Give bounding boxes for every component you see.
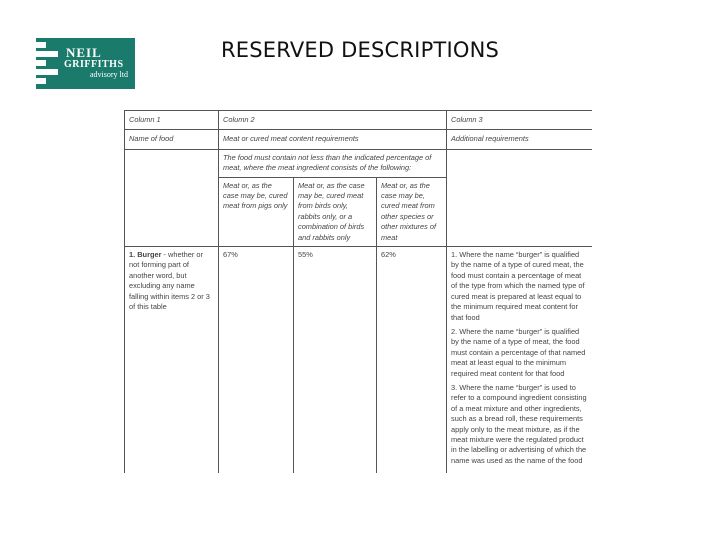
food-name-cell <box>125 247 219 474</box>
empty-cell <box>447 149 593 246</box>
logo-line-1: NEIL <box>66 45 102 60</box>
food-name-rest: - whether or not forming part of another word, but excluding any name falling within items 2 or 3 of this table <box>129 250 210 312</box>
empty-cell <box>125 149 219 246</box>
subcolumn-pigs: Meat or, as the case may be, cured meat from pigs only <box>219 177 294 246</box>
col1-header: Column 1 <box>125 111 219 130</box>
requirement-3: 3. Where the name “burger” is used to refer to a compound ingredient consisting of a meat mixture and other ingredients, such as a bread roll, these requirements apply only to the meat mixture, as if the meat mixture were the regulated product in the labelling or advertising of which the name was used as the name of the food <box>451 382 587 465</box>
subcolumn-other-species: Meat or, as the case may be, cured meat from other species or other mixtures of meat <box>377 177 447 246</box>
logo-line-3: advisory ltd <box>90 70 128 79</box>
requirement-1: 1. Where the name “burger” is qualified by the name of a type of cured meat, the food must contain a percentage of meat of the type from which the named type of cured meat is prepared at least equal to the minimum required meat content for that food <box>451 250 585 322</box>
table-row <box>125 111 593 130</box>
reserved-descriptions-table <box>124 110 592 473</box>
food-name-bold: 1. Burger <box>129 250 162 260</box>
pct-pigs: 67% <box>219 247 294 474</box>
subcolumn-birds-rabbits: Meat or, as the case may be, cured meat from birds only, rabbits only, or a combination of birds and rabbits only <box>294 177 377 246</box>
table-row <box>125 247 593 474</box>
pct-other: 62% <box>377 247 447 474</box>
col2-note: The food must contain not less than the indicated percentage of meat, where the meat ingredient consists of the following: <box>219 149 447 177</box>
col1-subheader: Name of food <box>125 130 219 149</box>
col2-subheader: Meat or cured meat content requirements <box>219 130 447 149</box>
pct-birds-rabbits: 55% <box>294 247 377 474</box>
slide-title: RESERVED DESCRIPTIONS <box>220 38 500 62</box>
table-row <box>125 130 593 149</box>
table-row <box>125 149 593 177</box>
col2-header: Column 2 <box>219 111 447 130</box>
col3-subheader: Additional requirements <box>447 130 593 149</box>
additional-requirements-cell <box>447 247 593 474</box>
reserved-descriptions-table-wrapper <box>124 110 592 502</box>
logo-line-2: GRIFFITHS <box>64 59 124 70</box>
col3-header: Column 3 <box>447 111 593 130</box>
requirement-2: 2. Where the name “burger” is qualified by the name of a type of meat, the food must contain a percentage of that named meat at least equal to the minimum required meat content for that food <box>451 326 586 378</box>
